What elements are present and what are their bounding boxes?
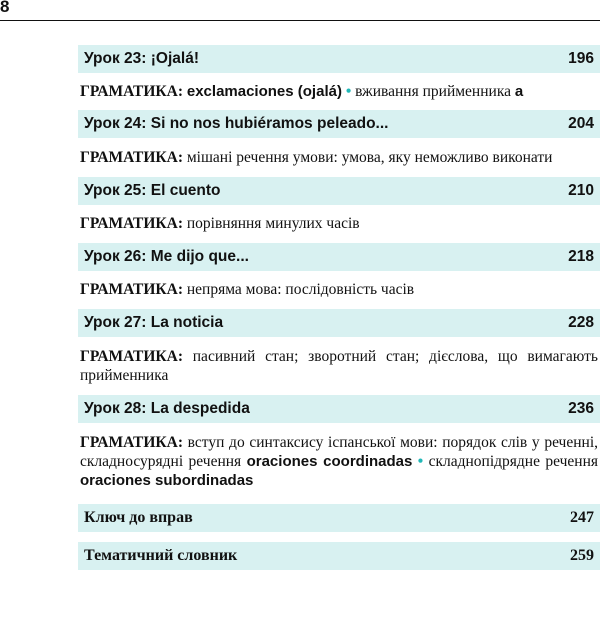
grammar-label: ГРАМАТИКА: — [80, 83, 183, 100]
toc-entry-lesson-28[interactable] — [78, 395, 600, 423]
grammar-text: непряма мова: послідовність часів — [186, 281, 415, 298]
section-title: Тематичний словник — [84, 547, 238, 564]
header-rule — [0, 20, 600, 21]
spanish-term: oraciones subordinadas — [80, 472, 254, 489]
grammar-text: вживання прийменника — [355, 83, 511, 100]
bullet-icon: • — [345, 83, 352, 100]
lesson-page: 210 — [568, 182, 594, 199]
table-of-contents — [78, 45, 600, 570]
lesson-title: Урок 27: La noticia — [84, 314, 224, 331]
spanish-term: a — [514, 83, 524, 100]
toc-entry-lesson-24[interactable] — [78, 110, 600, 138]
lesson-page: 204 — [568, 115, 594, 132]
lesson-title: Урок 28: La despedida — [84, 400, 250, 417]
toc-entry-lesson-25[interactable] — [78, 177, 600, 205]
lesson-page: 218 — [568, 248, 594, 265]
toc-entry-lesson-27[interactable] — [78, 309, 600, 337]
toc-entry-lesson-23[interactable] — [78, 45, 600, 73]
section-page: 259 — [570, 547, 594, 564]
lesson-page: 228 — [568, 314, 594, 331]
page-number: 8 — [0, 0, 10, 16]
lesson-grammar — [80, 433, 598, 490]
lesson-grammar — [80, 148, 598, 167]
toc-entry-thematic-dictionary[interactable] — [78, 542, 600, 570]
grammar-label: ГРАМАТИКА: — [80, 215, 183, 232]
lesson-grammar — [80, 347, 598, 385]
grammar-label: ГРАМАТИКА: — [80, 281, 183, 298]
grammar-text: мішані речення умови: умова, яку неможливо виконати — [186, 149, 553, 166]
bullet-icon: • — [417, 453, 424, 470]
grammar-text: вступ до синтаксису іспанської мови: порядок слів у реченні, складносурядні речення — [80, 434, 599, 470]
section-page: 247 — [570, 509, 594, 526]
lesson-grammar — [80, 82, 598, 101]
lesson-page: 196 — [568, 50, 594, 67]
toc-entry-lesson-26[interactable] — [78, 243, 600, 271]
grammar-label: ГРАМАТИКА: — [80, 434, 183, 451]
grammar-label: ГРАМАТИКА: — [80, 149, 183, 166]
lesson-title: Урок 24: Si no nos hubiéramos peleado... — [84, 115, 389, 132]
grammar-text: порівняння минулих часів — [186, 215, 360, 232]
spanish-term: oraciones coordinadas — [246, 453, 413, 470]
lesson-grammar — [80, 280, 598, 299]
section-title: Ключ до вправ — [84, 509, 193, 526]
grammar-label: ГРАМАТИКА: — [80, 348, 183, 365]
grammar-text: складнопідрядне речення — [428, 453, 599, 470]
grammar-text: пасивний стан; зворотний стан; дієслова, що вимагають прийменника — [80, 348, 598, 384]
toc-entry-answer-key[interactable] — [78, 504, 600, 532]
spanish-term: exclamaciones (ojalá) — [186, 83, 342, 100]
lesson-title: Урок 23: ¡Ojalá! — [84, 50, 199, 67]
lesson-page: 236 — [568, 400, 594, 417]
lesson-grammar — [80, 214, 598, 233]
lesson-title: Урок 26: Me dijo que... — [84, 248, 249, 265]
lesson-title: Урок 25: El cuento — [84, 182, 221, 199]
